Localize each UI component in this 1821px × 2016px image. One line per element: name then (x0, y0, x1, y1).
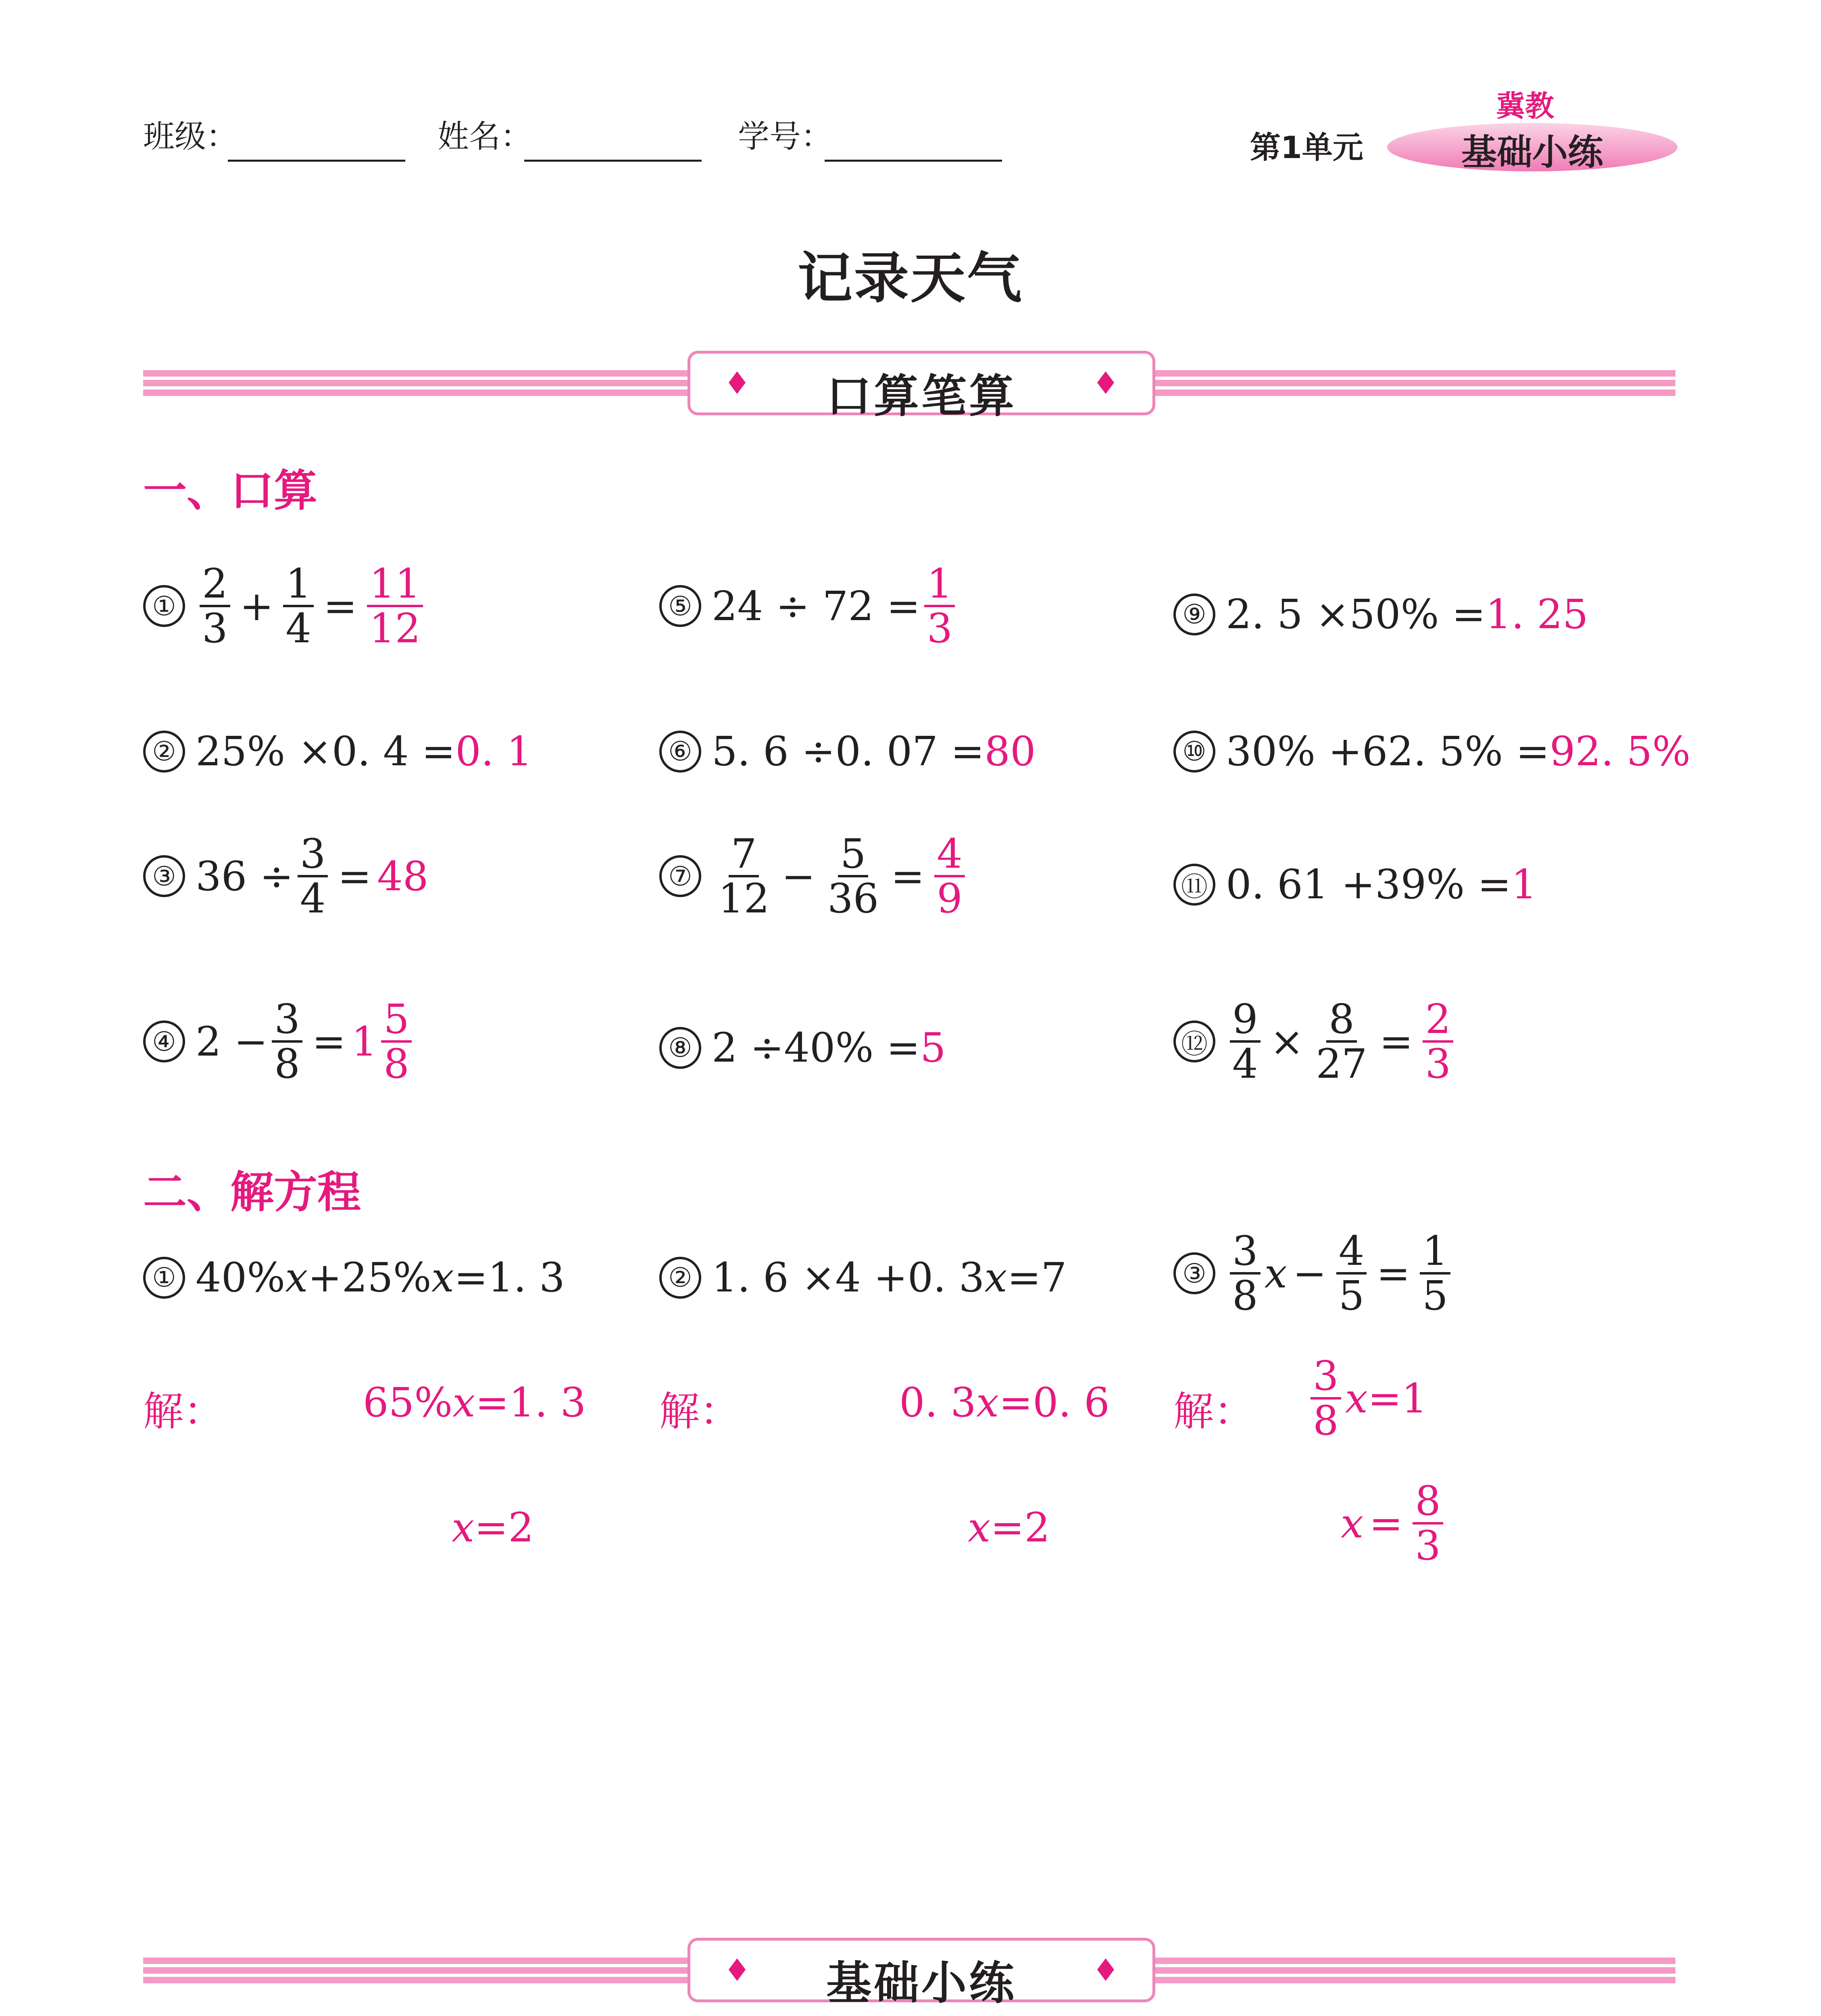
solution-1-answer: x =2 (452, 1504, 534, 1551)
solution-3-answer: x = $\frac{8}{3}$ (1341, 1480, 1447, 1567)
item-number: ⑧ (659, 1027, 701, 1069)
section-heading-2 (688, 1938, 1155, 2010)
item-number: ⑥ (659, 731, 701, 773)
name-blank[interactable] (524, 160, 702, 162)
page-title: 记录天气 (798, 247, 1023, 310)
answer: $\frac{2}{3}$ (1423, 998, 1453, 1085)
item-number: ⑦ (659, 855, 701, 897)
section-heading-1 (688, 351, 1155, 423)
item-number: ② (659, 1257, 701, 1299)
publisher-label: 冀教 (1496, 89, 1554, 123)
item-number: ① (143, 585, 185, 627)
oral-item-12: ⑫ $\frac{9}{4}$ × $\frac{8}{27}$ = $\frac{2}{3}$ (1173, 998, 1457, 1085)
answer-whole: 1 (351, 1018, 377, 1065)
class-blank[interactable] (228, 160, 405, 162)
solve-label: 解： (659, 1388, 740, 1435)
oral-item-6: ⑥ 5. 6 ÷0. 07 = 80 (659, 728, 1036, 775)
item-number: ⑤ (659, 585, 701, 627)
solve-label: 解： (143, 1388, 224, 1435)
answer: 1 (1511, 861, 1537, 908)
answer: 48 (377, 852, 429, 900)
answer: $\frac{1}{3}$ (924, 562, 955, 650)
answer: 0. 1 (455, 728, 533, 775)
oral-item-9: ⑨ 2. 5 ×50% = 1. 25 (1173, 591, 1588, 638)
student-id-blank[interactable] (825, 160, 1002, 162)
section-heading-label: 基础小练 (826, 1957, 1017, 2010)
solution-2-step: 0. 3 x =0. 6 (899, 1379, 1110, 1426)
oral-item-3: ③ 36 ÷ $\frac{3}{4}$ = 48 (143, 833, 429, 920)
class-label: 班级： (143, 119, 238, 155)
item-number: ⑫ (1173, 1020, 1215, 1062)
oral-item-7: ⑦ $\frac{7}{12}$ − $\frac{5}{36}$ = $\frac{4}{9}$ (659, 833, 969, 920)
oral-item-2: ② 25% ×0. 4 = 0. 1 (143, 728, 532, 775)
answer: $\frac{4}{9}$ (934, 833, 965, 920)
solve-label: 解： (1173, 1388, 1254, 1435)
answer: $\frac{5}{8}$ (381, 998, 412, 1085)
oral-item-5: ⑤ 24 ÷ 72 = $\frac{1}{3}$ (659, 562, 959, 650)
item-number: ③ (143, 855, 185, 897)
item-number: ③ (1173, 1252, 1215, 1294)
equation-2: ② 1. 6 ×4 +0. 3 x =7 (659, 1254, 1067, 1301)
item-number: ⑨ (1173, 594, 1215, 635)
part2-heading: 二、解方程 (143, 1167, 361, 1218)
answer: $\frac{11}{12}$ (367, 562, 423, 650)
item-number: ⑩ (1173, 731, 1215, 773)
unit-label: 第1单元 (1250, 129, 1363, 165)
answer: 5 (920, 1024, 946, 1071)
solution-3-step: $\frac{3}{8}$ x =1 (1306, 1355, 1427, 1442)
item-number: ② (143, 731, 185, 773)
oral-item-11: ⑪ 0. 61 +39% = 1 (1173, 861, 1537, 908)
answer: 1. 25 (1486, 591, 1588, 638)
student-id-label: 学号： (738, 119, 833, 155)
item-number: ⑪ (1173, 864, 1215, 906)
oral-item-10: ⑩ 30% +62. 5% = 92. 5% (1173, 728, 1690, 775)
oral-item-8: ⑧ 2 ÷40% = 5 (659, 1024, 946, 1071)
answer: 92. 5% (1549, 728, 1691, 775)
oral-item-1: ① $\frac{2}{3}$ + $\frac{1}{4}$ = $\frac{11}{12}$ (143, 562, 427, 650)
equation-3: ③ $\frac{3}{8}$ x − $\frac{4}{5}$ = $\frac{1}{5}$ (1173, 1230, 1454, 1317)
part1-heading: 一、口算 (143, 466, 318, 516)
solution-1-step: 65% x =1. 3 (363, 1379, 586, 1426)
item-number: ① (143, 1257, 185, 1299)
equation-1: ① 40% x +25% x =1. 3 (143, 1254, 565, 1301)
item-number: ④ (143, 1020, 185, 1062)
solution-2-answer: x =2 (968, 1504, 1050, 1551)
section-heading-label: 口算笔算 (826, 370, 1017, 423)
name-label: 姓名： (438, 119, 532, 155)
brand-label: 基础小练 (1461, 131, 1603, 173)
answer: 80 (984, 728, 1036, 775)
oral-item-4: ④ 2 − $\frac{3}{8}$ = 1 $\frac{5}{8}$ (143, 998, 416, 1085)
